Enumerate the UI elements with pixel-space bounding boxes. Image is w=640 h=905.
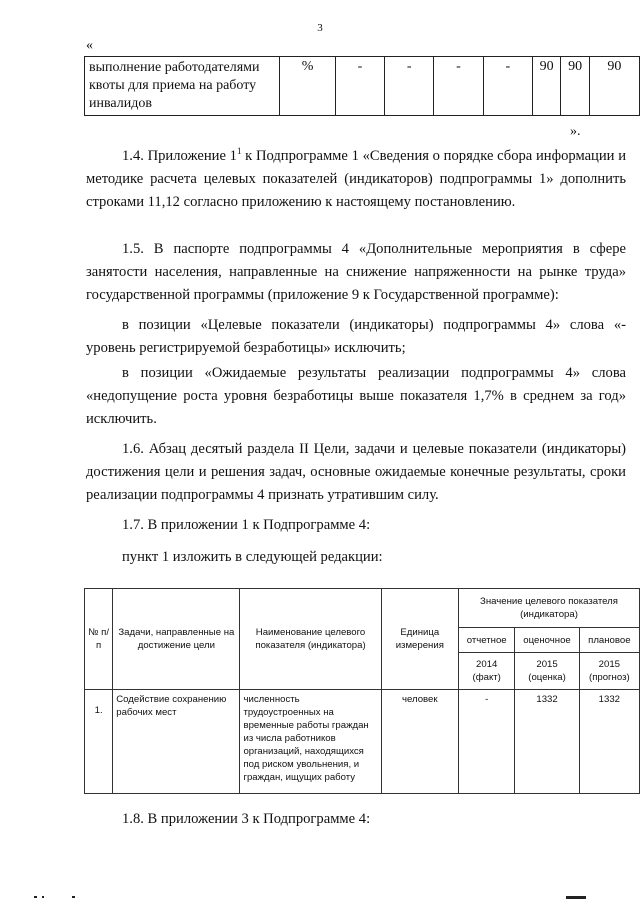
row-value: - xyxy=(459,690,515,794)
paragraph-1-5-item-b: в позиции «Ожидаемые результаты реализации подпрограммы 4» слова «недопущение роста уровня безработицы выше показателя 1,7% в среднем за год» исключить. xyxy=(86,365,626,427)
header-sub-planned: плановое xyxy=(579,628,639,653)
value-cell: - xyxy=(335,57,384,116)
value-cell: - xyxy=(483,57,532,116)
paragraph-1-4-start: 1.4. Приложение 1 xyxy=(122,147,237,164)
paragraph-1-5-item-a: в позиции «Целевые показатели (индикаторы) подпрограммы 4» слова «-уровень регистрируемой безработицы» исключить; xyxy=(86,317,626,356)
scan-artifact xyxy=(34,896,37,898)
header-year: 2015 (оценка) xyxy=(515,653,579,690)
header-year: 2015 (прогноз) xyxy=(579,653,639,690)
row-value: 1332 xyxy=(515,690,579,794)
row-task: Содействие сохранению рабочих мест xyxy=(113,690,240,794)
value-cell: 90 xyxy=(532,57,560,116)
header-tasks: Задачи, направленные на достижение цели xyxy=(113,589,240,690)
value-cell: 90 xyxy=(589,57,639,116)
page-number: 3 xyxy=(317,22,323,34)
opening-quote: « xyxy=(86,38,93,53)
paragraph-1-5: 1.5. В паспорте подпрограммы 4 «Дополнительные мероприятия в сфере занятости населения, направленные на снижение напряженности на рынке труда» государственной программы (приложение 9 к Государственной программе): xyxy=(86,241,626,303)
value-cell: - xyxy=(434,57,483,116)
scan-artifact xyxy=(566,896,586,899)
paragraph-1-6: 1.6. Абзац десятый раздела II Цели, задачи и целевые показатели (индикаторы) достижения цели и решения задач, основные ожидаемые конечные результаты, сроки реализации подпрограммы 4 признать утратившим силу. xyxy=(86,441,626,503)
header-indicator: Наименование целевого показателя (индикатора) xyxy=(240,589,381,690)
scan-artifact xyxy=(72,896,75,898)
row-num: 1. xyxy=(85,690,113,794)
closing-quote: ». xyxy=(570,124,581,139)
header-sub-estimated: оценочное xyxy=(515,628,579,653)
value-cell: 90 xyxy=(561,57,589,116)
header-value-group: Значение целевого показателя (индикатора) xyxy=(459,589,640,628)
indicator-table xyxy=(84,588,640,794)
paragraph-1-4 xyxy=(86,140,626,214)
unit-cell: % xyxy=(280,57,335,116)
row-indicator: численность трудоустроенных на временные работы граждан из числа работников организаций, находящихся под риском увольнения, и граждан, ищущих работу xyxy=(240,690,381,794)
table-row xyxy=(85,690,640,794)
value-cell: - xyxy=(385,57,434,116)
indicator-description: выполнение работодателями квоты для приема на работу инвалидов xyxy=(85,57,280,116)
paragraph-1-4-rest: к Подпрограмме 1 «Сведения о порядке сбора информации и методике расчета целевых показателей (индикаторов) подпрограммы 1» дополнить строками 11,12 согласно приложению к настоящему постановлению. xyxy=(86,147,627,210)
header-unit: Единица измерения xyxy=(381,589,458,690)
table-header-row xyxy=(85,589,640,628)
paragraph-1-7: 1.7. В приложении 1 к Подпрограмме 4: xyxy=(122,517,371,533)
amendment-table-row xyxy=(84,56,640,116)
row-unit: человек xyxy=(381,690,458,794)
footnote-superscript: 1 xyxy=(236,146,242,156)
row-value: 1332 xyxy=(579,690,639,794)
header-year: 2014 (факт) xyxy=(459,653,515,690)
header-num: № п/п xyxy=(85,589,113,690)
header-sub-reported: отчетное xyxy=(459,628,515,653)
table-row xyxy=(85,57,640,116)
scan-artifact xyxy=(42,896,44,898)
paragraph-1-7-item: пункт 1 изложить в следующей редакции: xyxy=(122,549,383,565)
paragraph-1-8: 1.8. В приложении 3 к Подпрограмме 4: xyxy=(122,811,371,827)
